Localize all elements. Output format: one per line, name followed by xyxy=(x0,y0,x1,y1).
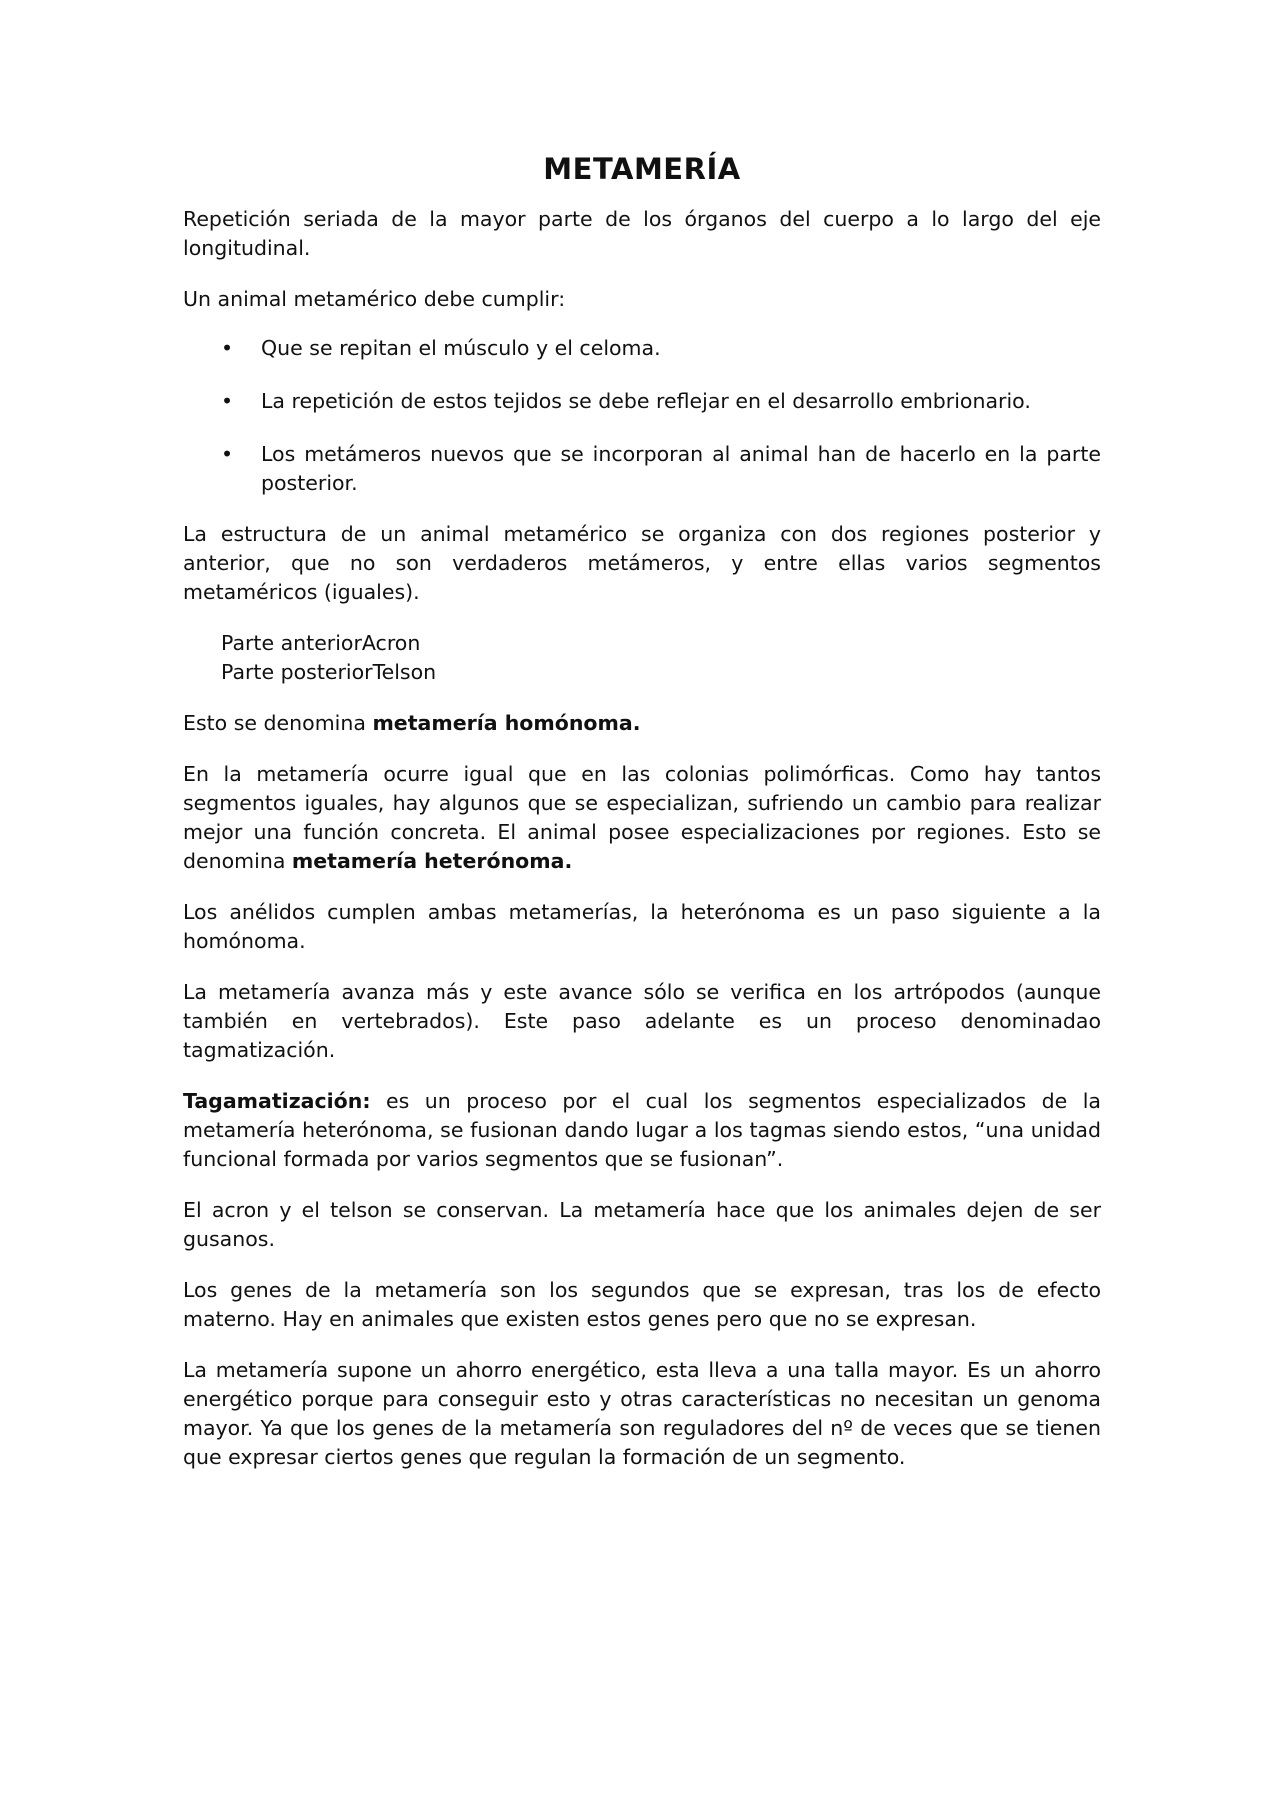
bullet-icon: • xyxy=(221,336,234,360)
heteronoma-text: En la metamería ocurre igual que en las colonias polimórficas. Como hay tantos segmentos iguales, hay algunos que se especializan, sufriendo un cambio para realizar mejor una función concreta. El animal posee especializaciones por regiones. Esto se denomina xyxy=(183,762,1101,873)
tagmatizacion-text: es un proceso por el cual los segmentos especializados de la metamería heterónoma, se fusionan dando lugar a los tagmas siendo estos, “una unidad funcional formada por varios segmentos que se fusionan”. xyxy=(183,1089,1101,1171)
requirements-lead: Un animal metamérico debe cumplir: xyxy=(183,287,566,311)
parts-block xyxy=(221,629,1101,687)
structure-paragraph: La estructura de un animal metamérico se organiza con dos regiones posterior y anterior, que no son verdaderos metámeros, y entre ellas varios segmentos metaméricos (iguales). xyxy=(183,522,1101,604)
anelidos-paragraph: Los anélidos cumplen ambas metamerías, la heterónoma es un paso siguiente a la homónoma. xyxy=(183,900,1101,953)
avance-paragraph: La metamería avanza más y este avance sólo se verifica en los artrópodos (aunque también en vertebrados). Este paso adelante es un proceso denominadao tagmatización. xyxy=(183,980,1101,1062)
document-page xyxy=(183,143,1101,1494)
part-anterior: Parte anteriorAcron xyxy=(221,631,421,655)
requirement-text: Los metámeros nuevos que se incorporan al animal han de hacerlo en la parte posterior. xyxy=(261,442,1101,495)
bullet-icon: • xyxy=(221,389,234,413)
homonoma-paragraph xyxy=(183,709,1101,738)
requirements-list xyxy=(183,334,1101,498)
acron-telson-paragraph: El acron y el telson se conservan. La metamería hace que los animales dejen de ser gusanos. xyxy=(183,1198,1101,1251)
requirement-text: La repetición de estos tejidos se debe reflejar en el desarrollo embrionario. xyxy=(261,389,1031,413)
heteronoma-paragraph xyxy=(183,760,1101,876)
tagmatizacion-term: Tagamatización: xyxy=(183,1089,371,1113)
list-item xyxy=(183,387,1101,416)
homonoma-lead: Esto se denomina xyxy=(183,711,373,735)
genes-paragraph: Los genes de la metamería son los segundos que se expresan, tras los de efecto materno. Hay en animales que existen estos genes pero que no se expresan. xyxy=(183,1278,1101,1331)
requirement-text: Que se repitan el músculo y el celoma. xyxy=(261,336,661,360)
intro-paragraph: Repetición seriada de la mayor parte de los órganos del cuerpo a lo largo del eje longitudinal. xyxy=(183,207,1101,260)
part-posterior: Parte posteriorTelson xyxy=(221,660,437,684)
page-title: METAMERÍA xyxy=(543,152,741,186)
heteronoma-term: metamería heterónoma. xyxy=(291,849,573,873)
bullet-icon: • xyxy=(221,442,234,466)
ahorro-paragraph: La metamería supone un ahorro energético, esta lleva a una talla mayor. Es un ahorro energético porque para conseguir esto y otras características no necesitan un genoma mayor. Ya que los genes de la metamería son reguladores del nº de veces que se tienen que expresar ciertos genes que regulan la formación de un segmento. xyxy=(183,1358,1101,1469)
tagmatizacion-paragraph xyxy=(183,1087,1101,1174)
homonoma-term: metamería homónoma. xyxy=(372,711,641,735)
list-item xyxy=(183,440,1101,498)
list-item xyxy=(183,334,1101,363)
